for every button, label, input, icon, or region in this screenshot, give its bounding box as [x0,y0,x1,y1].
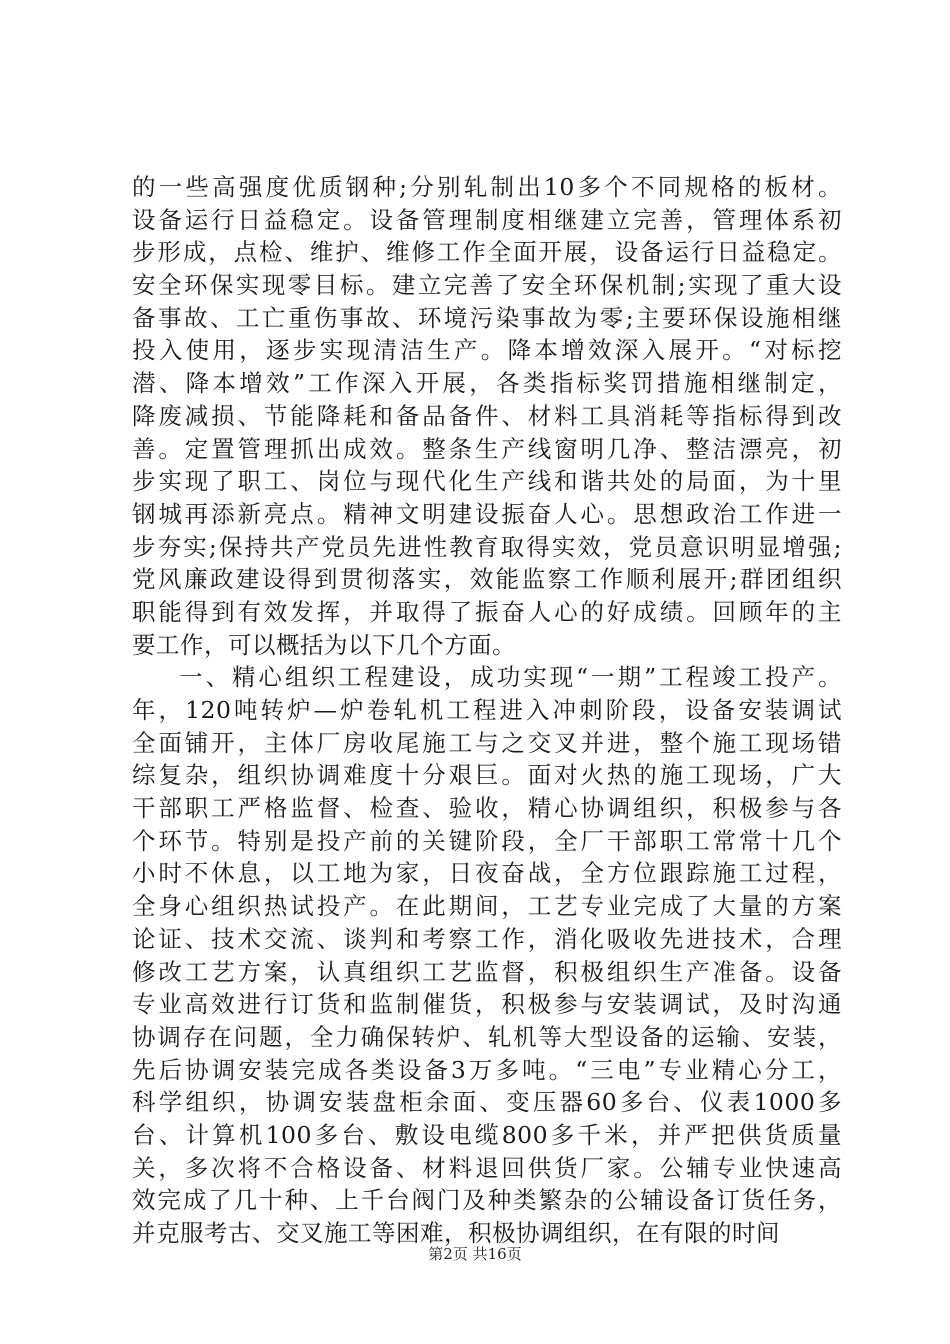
text-line: 论证、技术交流、谈判和考察工作，消化吸收先进技术，合理 [132,924,842,953]
text-line: 并克服考古、交叉施工等困难，积极协调组织，在有限的时间 [132,1219,780,1247]
text-line: 钢城再添新亮点。精神文明建设振奋人心。思想政治工作进一 [132,499,842,528]
text-line: 全面铺开，主体厂房收尾施工与之交叉并进，整个施工现场错 [132,728,842,757]
text-line: 一、精心组织工程建设，成功实现“一期”工程竣工投产。 [179,663,842,692]
text-line: 专业高效进行订货和监制催货，积极参与安装调试，及时沟通 [132,990,842,1019]
text-line: 善。定置管理抓出成效。整条生产线窗明几净、整洁漂亮，初 [132,434,842,463]
text-line: 台、计算机100多台、敷设电缆800多千米，并严把供货质量 [132,1120,842,1149]
text-line: 安全环保实现零目标。建立完善了安全环保机制;实现了重大设 [132,271,842,300]
text-line: 修改工艺方案，认真组织工艺监督，积极组织生产准备。设备 [132,957,842,986]
text-line: 步实现了职工、岗位与现代化生产线和谐共处的局面，为十里 [132,467,842,496]
text-line: 潜、降本增效”工作深入开展，各类指标奖罚措施相继制定， [132,369,842,398]
text-line: 协调存在问题，全力确保转炉、轧机等大型设备的运输、安装， [132,1022,842,1051]
text-line: 年，120吨转炉—炉卷轧机工程进入冲刺阶段，设备安装调试 [132,696,842,724]
body-text [132,171,842,1250]
text-line: 步形成，点检、维护、维修工作全面开展，设备运行日益稳定。 [132,238,842,267]
text-line: 个环节。特别是投产前的关键阶段，全厂干部职工常常十几个 [132,826,842,855]
text-line: 要工作，可以概括为以下几个方面。 [132,630,516,659]
text-line: 备事故、工亡重伤事故、环境污染事故为零;主要环保设施相继 [132,303,842,332]
text-line: 步夯实;保持共产党员先进性教育取得实效，党员意识明显增强; [132,532,842,561]
text-line: 的一些高强度优质钢种;分别轧制出10多个不同规格的板材。 [132,173,842,201]
text-line: 小时不休息，以工地为家，日夜奋战，全方位跟踪施工过程， [132,859,842,888]
text-line: 先后协调安装完成各类设备3万多吨。“三电”专业精心分工， [132,1055,842,1084]
text-line: 降废减损、节能降耗和备品备件、材料工具消耗等指标得到改 [132,401,842,430]
text-line: 干部职工严格监督、检查、验收，精心协调组织，积极参与各 [132,794,842,823]
page-footer: 第2页 共16页 [428,1245,522,1263]
text-line: 综复杂，组织协调难度十分艰巨。面对火热的施工现场，广大 [132,761,842,790]
text-line: 投入使用，逐步实现清洁生产。降本增效深入展开。“对标挖 [132,336,842,365]
text-line: 全身心组织热试投产。在此期间，工艺专业完成了大量的方案 [132,892,842,921]
text-line: 党风廉政建设得到贯彻落实，效能监察工作顺利展开;群团组织 [132,565,842,594]
text-line: 效完成了几十种、上千台阀门及种类繁杂的公辅设备订货任务， [132,1186,842,1215]
text-line: 设备运行日益稳定。设备管理制度相继建立完善，管理体系初 [132,205,842,234]
text-line: 关，多次将不合格设备、材料退回供货厂家。公辅专业快速高 [132,1153,842,1182]
text-line: 职能得到有效发挥，并取得了振奋人心的好成绩。回顾年的主 [132,597,842,626]
text-line: 科学组织，协调安装盘柜余面、变压器60多台、仪表1000多 [132,1088,842,1117]
